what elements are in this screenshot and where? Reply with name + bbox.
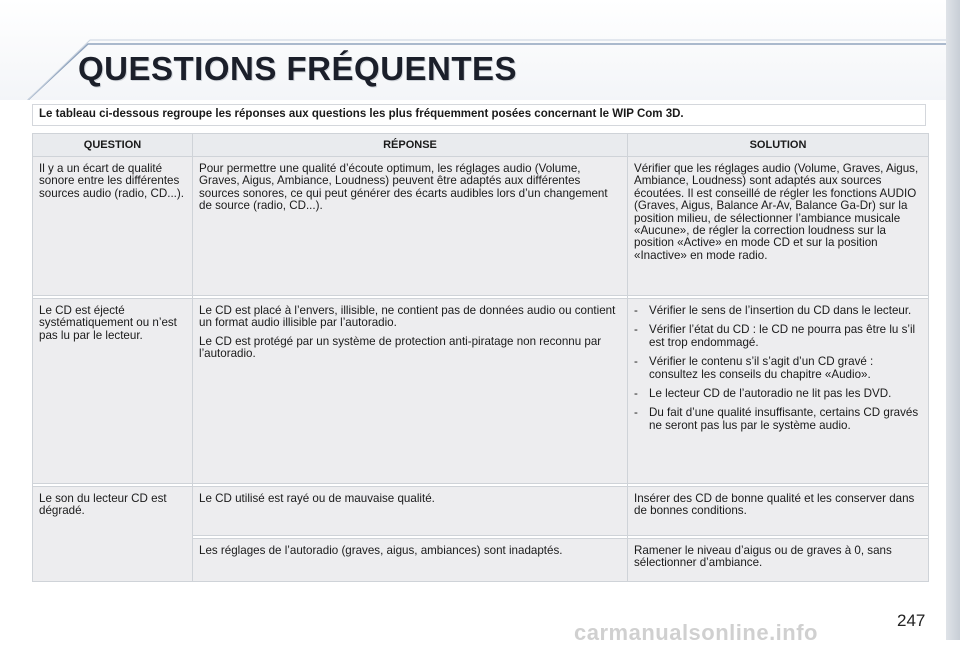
header-solution: SOLUTION [628, 134, 929, 157]
page-edge [946, 0, 960, 640]
intro-text: Le tableau ci-dessous regroupe les réponses aux questions les plus fréquemment posées concernant le WIP Com 3D. [39, 108, 684, 120]
header-question: QUESTION [33, 134, 193, 157]
answer-cell [193, 539, 628, 582]
solution-item: - Vérifier le sens de l’insertion du CD dans le lecteur. [634, 305, 922, 317]
answer-cell [193, 487, 628, 536]
header-reponse: RÉPONSE [193, 134, 628, 157]
answer-text: Le CD est placé à l’envers, illisible, ne contient pas de données audio ou contient un format audio illisible par l’autoradio. [199, 304, 616, 330]
solution-list [634, 305, 922, 432]
question-cell: Le son du lecteur CD est dégradé. [33, 487, 193, 582]
question-cell: Il y a un écart de qualité sonore entre les différentes sources audio (radio, CD...). [33, 157, 193, 296]
solution-cell: Ramener le niveau d’aigus ou de graves à 0, sans sélectionner d’ambiance. [628, 539, 929, 582]
solution-item: - Du fait d’une qualité insuffisante, certains CD gravés ne seront pas lus par le système audio. [634, 407, 922, 432]
watermark: carmanualsonline.info [574, 620, 818, 645]
solution-item: - Vérifier le contenu s’il s’agit d’un CD gravé : consultez les conseils du chapitre «Audio». [634, 356, 922, 381]
answer-text: Le CD est protégé par un système de protection anti-piratage non reconnu par l’autoradio. [199, 334, 602, 361]
answer-cell [193, 157, 628, 296]
intro-box [32, 104, 926, 126]
table-header-row [33, 134, 929, 157]
table-row [33, 487, 929, 536]
question-cell: Le CD est éjecté systématiquement ou n’est pas lu par le lecteur. [33, 299, 193, 484]
table-row [33, 157, 929, 296]
page-number: 247 [897, 611, 926, 630]
solution-item: - Le lecteur CD de l’autoradio ne lit pas les DVD. [634, 388, 922, 400]
solution-item: - Vérifier l’état du CD : le CD ne pourra pas être lu s’il est trop endommagé. [634, 324, 922, 349]
solution-cell [628, 299, 929, 484]
table-row [33, 299, 929, 484]
answer-text: Les réglages de l’autoradio (graves, aigus, ambiances) sont inadaptés. [199, 544, 563, 557]
answer-text: Le CD utilisé est rayé ou de mauvaise qualité. [199, 492, 435, 505]
faq-table [32, 133, 929, 582]
solution-cell: Vérifier que les réglages audio (Volume, Graves, Aigus, Ambiance, Loudness) sont adaptés aux sources écoutées. Il est conseillé de régler les fonctions AUDIO (Graves, Aigus, Balance Ar-Av, Balance Ga-Dr) sur la position milieu, de sélectionner l’ambiance musicale «Aucune», de régler la correction loudness sur la position «Active» en mode CD et sur la position «Inactive» en mode radio. [628, 157, 929, 296]
solution-cell: Insérer des CD de bonne qualité et les conserver dans de bonnes conditions. [628, 487, 929, 536]
page-title: QUESTIONS FRÉQUENTES [78, 50, 518, 87]
answer-text: Pour permettre une qualité d’écoute optimum, les réglages audio (Volume, Graves, Aigus, Ambiance, Loudness) peuvent être adaptés aux différentes sources sonores, ce qui peut générer des écarts audibles lors d’un changement de source (radio, CD...). [199, 162, 608, 213]
answer-cell [193, 299, 628, 484]
